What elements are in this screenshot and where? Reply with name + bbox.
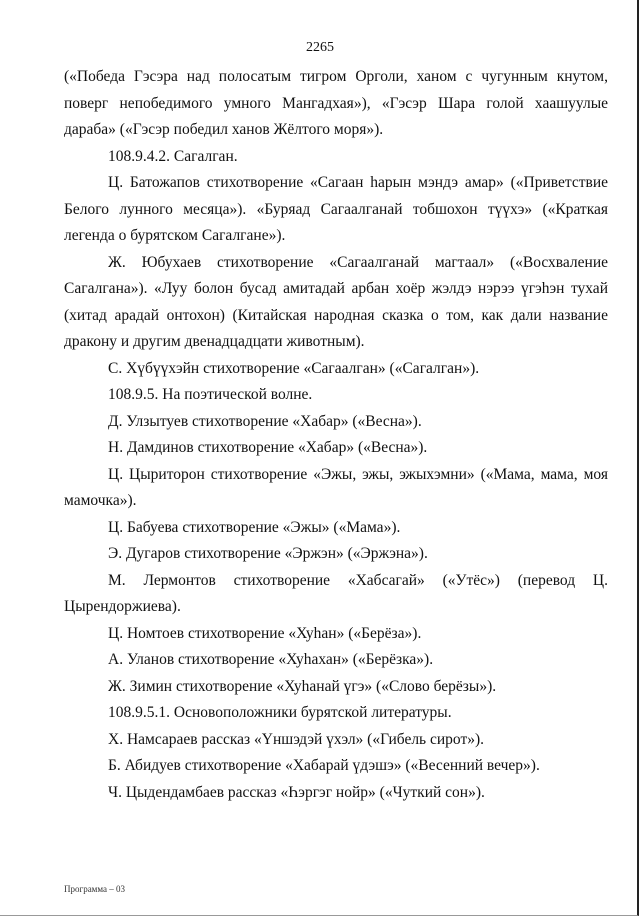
paragraph-dugarov: Э. Дугаров стихотворение «Эржэн» («Эржэна»). [108, 545, 428, 562]
section-heading-108-9-5: 108.9.5. На поэтической волне. [108, 386, 313, 403]
footer-label: Программа – 03 [64, 884, 126, 894]
paragraph-namsaraev: Х. Намсараев рассказ «Үншэдэй үхэл» («Гибель сирот»). [108, 730, 485, 748]
paragraph-abiduev: Б. Абидуев стихотворение «Хабарай үдэшэ» («Весенний вечер»). [108, 757, 540, 774]
paragraph-nomtoev: Ц. Номтоев стихотворение «Хуһан» («Берёза»). [108, 624, 422, 642]
document-body [64, 64, 608, 806]
paragraph-yubukhaev: Ж. Юбухаев стихотворение «Сагаалганай магтаал» («Восхваление Сагалгана»). «Луу болон бусад амитадай арбан хоёр жэлдэ нэрээ үгэһэн тухай (хитад арадай онтохон) (Китайская народная сказка о том, как дали название дракону и другим двенадцадцати животным). [64, 253, 608, 350]
paragraph-ulzytuev: Д. Улзытуев стихотворение «Хабар» («Весна»). [108, 412, 422, 430]
paragraph-zimin: Ж. Зимин стихотворение «Хуһанай үгэ» («Слово берёзы»). [108, 677, 497, 695]
section-heading-108-9-4-2: 108.9.4.2. Сагалган. [108, 147, 238, 165]
section-heading-108-9-5-1: 108.9.5.1. Основоположники бурятской литературы. [108, 704, 452, 721]
page-number: 2265 [306, 40, 334, 55]
paragraph-continuation: («Победа Гэсэра над полосатым тигром Орголи, ханом с чугунным кнутом, поверг непобедимого умного Мангадхая»), «Гэсэр Шара голой хаашуулые дараба» («Гэсэр победил ханов Жёлтого моря»). [64, 68, 608, 138]
paragraph-ulanov: А. Уланов стихотворение «Хуһахан» («Берёзка»). [108, 651, 434, 668]
paragraph-damdinov: Н. Дамдинов стихотворение «Хабар» («Весна»). [108, 439, 428, 456]
paragraph-khubukheyn: С. Хүбүүхэйн стихотворение «Сагаалган» («Сагалган»). [108, 359, 480, 377]
paragraph-lermontov: М. Лермонтов стихотворение «Хабсагай» («Утёс») (перевод Ц. Цырендоржиева). [64, 571, 608, 615]
paragraph-babueva: Ц. Бабуева стихотворение «Эжы» («Мама»). [108, 518, 401, 536]
paragraph-batozhapov: Ц. Батожапов стихотворение «Сагаан һарын мэндэ амар» («Приветствие Белого лунного месяца»). «Буряад Сагаалганай тобшохон түүхэ» («Краткая легенда о бурятском Сагалгане»). [64, 174, 608, 244]
paragraph-tsydendambaev: Ч. Цыдендамбаев рассказ «Һэргэг нойр» («Чуткий сон»). [108, 783, 485, 801]
paragraph-tsyritoron: Ц. Цыриторон стихотворение «Эжы, эжы, эжыхэмни» («Мама, мама, моя мамочка»). [64, 465, 608, 509]
